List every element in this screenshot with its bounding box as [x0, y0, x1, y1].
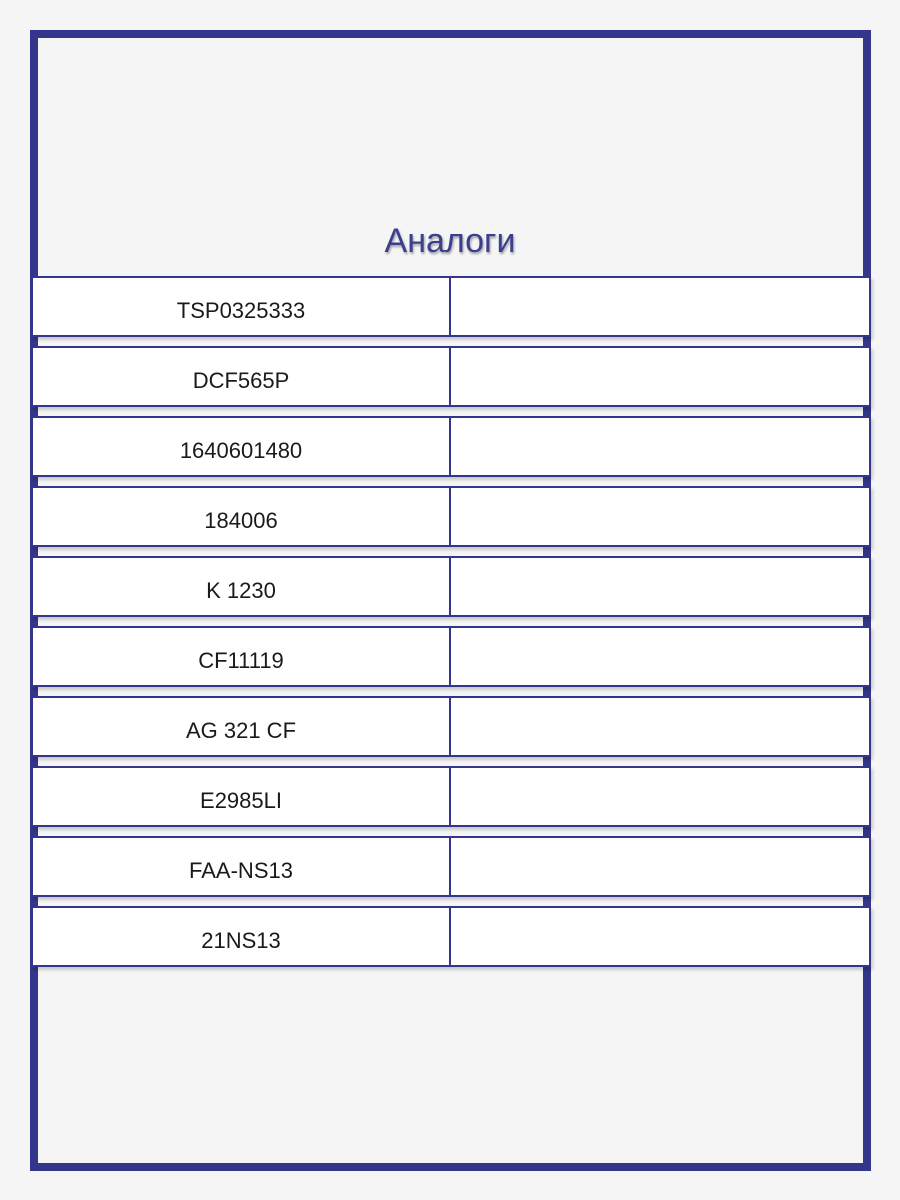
part-number-cell: AG 321 CF: [33, 698, 451, 755]
table-row: [31, 416, 871, 477]
empty-cell: [451, 768, 869, 825]
empty-cell: [451, 698, 869, 755]
table-row: [31, 626, 871, 687]
part-number-cell: TSP0325333: [33, 278, 451, 335]
part-number-cell: FAA-NS13: [33, 838, 451, 895]
part-number-cell: DCF565P: [33, 348, 451, 405]
table-row: [31, 906, 871, 967]
empty-cell: [451, 558, 869, 615]
table-row: [31, 556, 871, 617]
part-number-cell: 1640601480: [33, 418, 451, 475]
empty-cell: [451, 838, 869, 895]
part-number-cell: 184006: [33, 488, 451, 545]
table-row: [31, 696, 871, 757]
empty-cell: [451, 908, 869, 965]
table-row: [31, 766, 871, 827]
part-number-cell: K 1230: [33, 558, 451, 615]
empty-cell: [451, 418, 869, 475]
part-number-cell: CF11119: [33, 628, 451, 685]
part-number-cell: 21NS13: [33, 908, 451, 965]
page-title: Аналоги: [384, 222, 516, 260]
empty-cell: [451, 628, 869, 685]
empty-cell: [451, 278, 869, 335]
table-row: [31, 486, 871, 547]
part-number-cell: E2985LI: [33, 768, 451, 825]
table-row: [31, 836, 871, 897]
analogs-table: [31, 276, 871, 976]
table-row: [31, 346, 871, 407]
table-row: [31, 276, 871, 337]
empty-cell: [451, 348, 869, 405]
empty-cell: [451, 488, 869, 545]
